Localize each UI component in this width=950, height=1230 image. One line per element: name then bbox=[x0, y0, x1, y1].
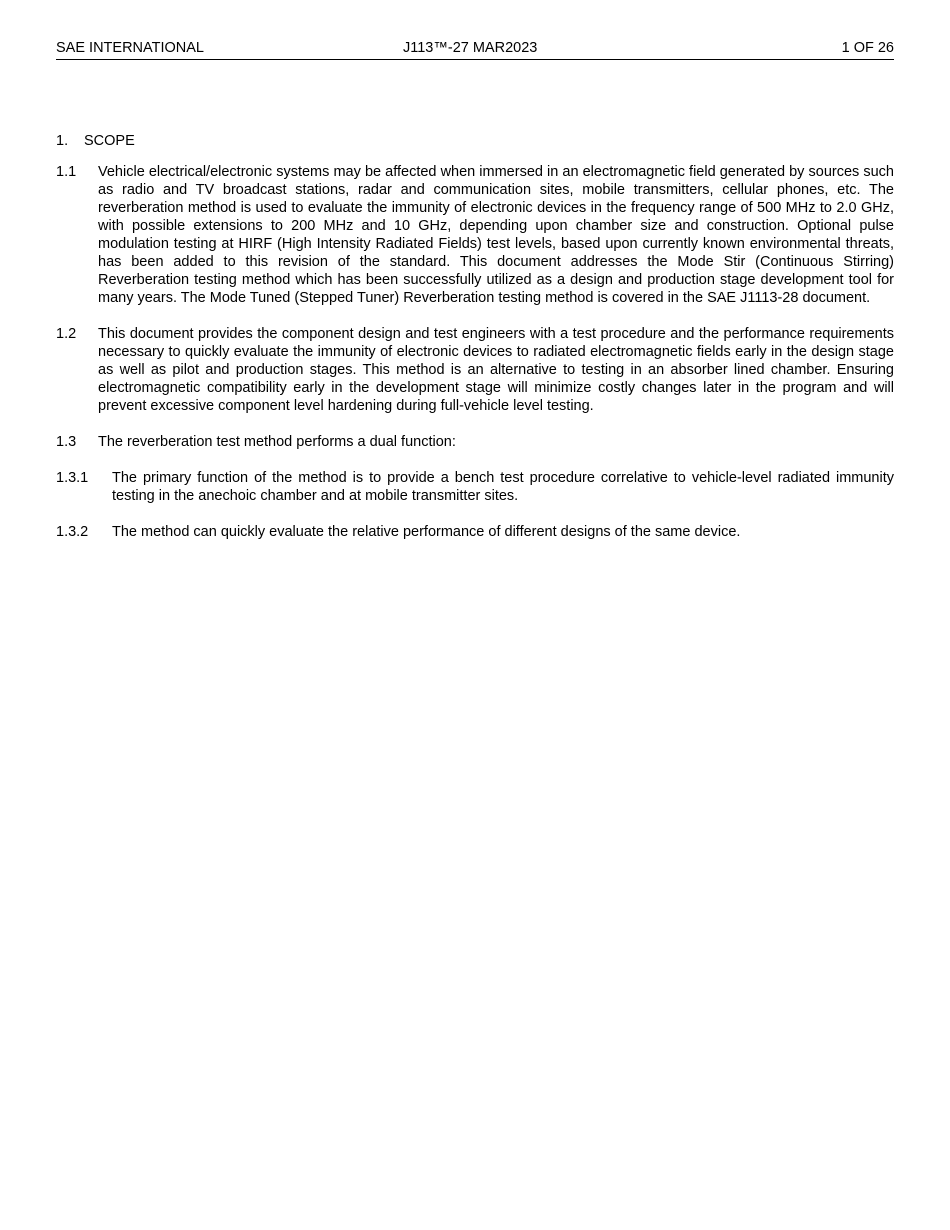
paragraph-number: 1.3 bbox=[56, 434, 77, 450]
header-organization: SAE INTERNATIONAL bbox=[56, 40, 204, 56]
paragraph-1-1 bbox=[56, 163, 894, 307]
header-page-number: 1 OF 26 bbox=[841, 40, 894, 56]
header-document-id: J113™-27 MAR2023 bbox=[403, 40, 538, 56]
paragraph-1-2 bbox=[56, 325, 894, 415]
paragraph-1-3-2 bbox=[56, 523, 894, 541]
paragraph-number: 1.3.1 bbox=[56, 470, 89, 486]
paragraph-text: Vehicle electrical/electronic systems may be affected when immersed in an electromagnetic field generated by sources such as radio and TV broadcast stations, radar and communication sites, mobile transmitters, cellular phones, etc. The reverberation method is used to evaluate the immunity of electronic devices in the frequency range of 500 MHz to 2.0 GHz, with possible extensions to 200 MHz and 10 GHz, depending upon chamber size and construction. Optional pulse modulation testing at HIRF (High Intensity Radiated Fields) test levels, based upon currently known environmental threats, has been added to this revision of the standard. This document addresses the Mode Stir (Continuous Stirring) Reverberation testing method which has been successfully utilized as a design and production stage development tool for many years. The Mode Tuned (Stepped Tuner) Reverberation testing method is covered in the SAE J1113-28 document. bbox=[98, 164, 894, 306]
paragraph-number: 1.1 bbox=[56, 164, 77, 180]
section-title: SCOPE bbox=[84, 133, 135, 149]
section-number: 1. bbox=[56, 133, 69, 149]
paragraph-number: 1.3.2 bbox=[56, 524, 89, 540]
paragraph-text: The method can quickly evaluate the relative performance of different designs of the same device. bbox=[112, 524, 741, 540]
paragraph-1-3-1 bbox=[56, 469, 894, 505]
page-header bbox=[56, 38, 894, 58]
paragraph-1-3 bbox=[56, 433, 894, 451]
paragraph-text: The primary function of the method is to provide a bench test procedure correlative to vehicle-level radiated immunity testing in the anechoic chamber and at mobile transmitter sites. bbox=[112, 470, 894, 504]
paragraph-text: The reverberation test method performs a dual function: bbox=[98, 434, 456, 450]
header-divider bbox=[56, 59, 894, 60]
paragraph-number: 1.2 bbox=[56, 326, 77, 342]
paragraph-text: This document provides the component design and test engineers with a test procedure and the performance requirements necessary to quickly evaluate the immunity of electronic devices to radiated electromagnetic fields early in the design stage as well as pilot and production stages. This method is an alternative to testing in an absorber lined chamber. Ensuring electromagnetic compatibility early in the development stage will minimize costly changes later in the program and will prevent excessive component level hardening during full-vehicle level testing. bbox=[98, 326, 894, 414]
section-heading bbox=[56, 132, 894, 150]
document-body bbox=[56, 132, 894, 559]
